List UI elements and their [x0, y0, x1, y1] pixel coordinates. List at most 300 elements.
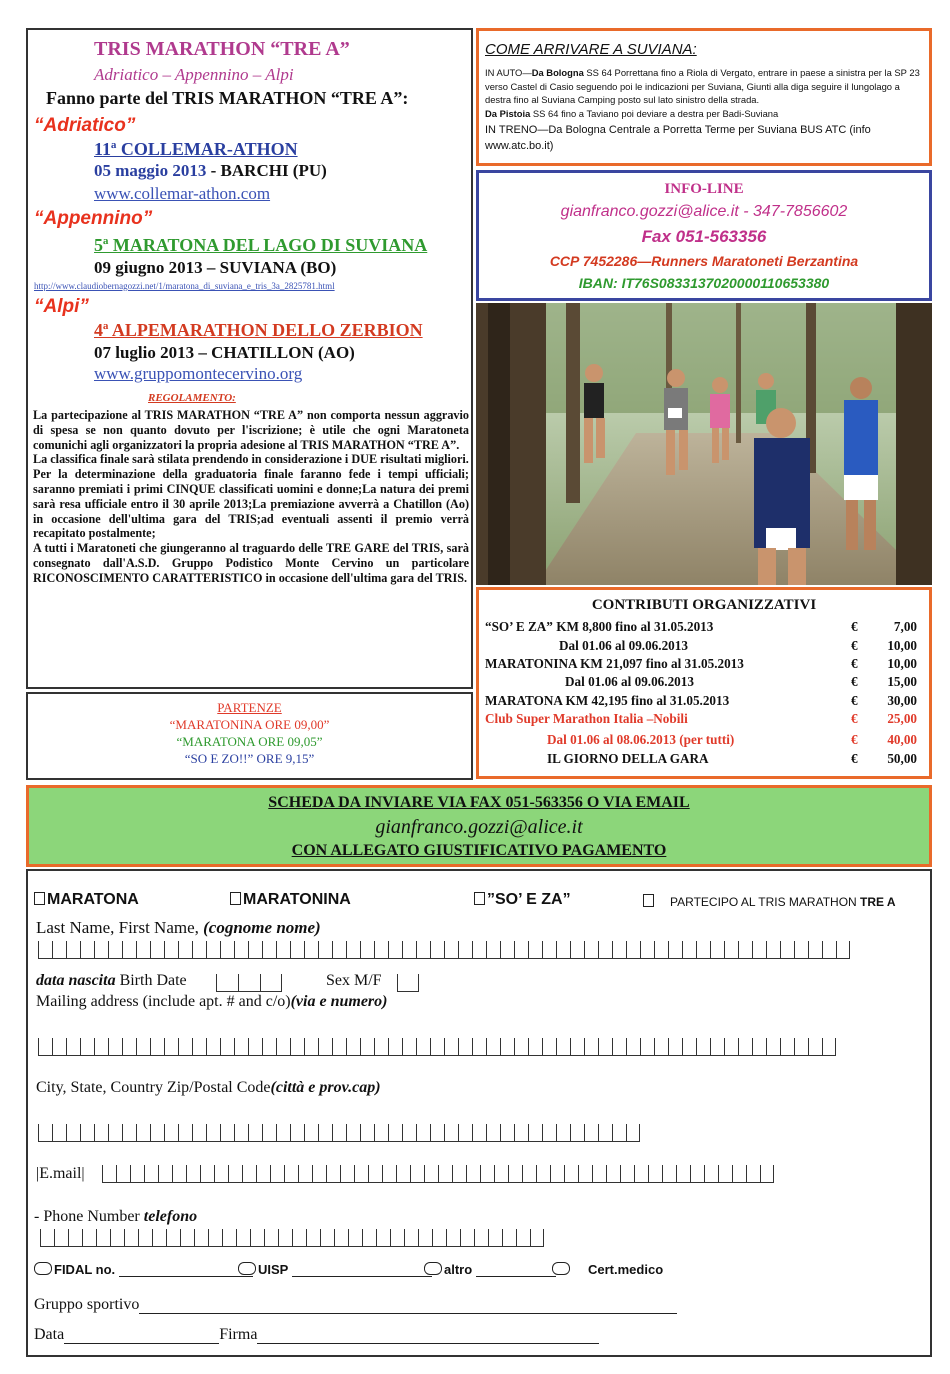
letter-box[interactable]	[397, 974, 419, 992]
letter-box[interactable]	[584, 1038, 598, 1056]
link-collemar[interactable]: www.collemar-athon.com	[94, 184, 271, 203]
letter-box[interactable]	[626, 941, 640, 959]
letter-box[interactable]	[514, 941, 528, 959]
letter-box[interactable]	[500, 1038, 514, 1056]
letter-box[interactable]	[416, 941, 430, 959]
letter-box[interactable]	[556, 941, 570, 959]
letter-box[interactable]	[598, 941, 612, 959]
contributi-title: CONTRIBUTI ORGANIZZATIVI	[591, 597, 817, 613]
letter-box[interactable]	[360, 941, 374, 959]
letter-box[interactable]	[80, 1038, 94, 1056]
letter-box[interactable]	[136, 1124, 150, 1142]
letter-box[interactable]	[276, 1038, 290, 1056]
letter-box[interactable]	[346, 1124, 360, 1142]
letter-box[interactable]	[752, 941, 766, 959]
letter-box[interactable]	[598, 1124, 612, 1142]
letter-box[interactable]	[388, 1124, 402, 1142]
letter-box[interactable]	[654, 941, 668, 959]
letter-box[interactable]	[304, 1124, 318, 1142]
letter-box[interactable]	[150, 1124, 164, 1142]
letter-box[interactable]	[570, 941, 584, 959]
uisp-checkbox[interactable]	[238, 1262, 256, 1275]
letter-box[interactable]	[206, 941, 220, 959]
regolamento-paragraph: La partecipazione al TRIS MARATHON “TRE A” non comporta nessun aggravio di spesa se non quanto dovuto per l'iscrizione; è utile che ogni Maratoneta comunichi agli organizzatori la propria adesione al TRIS MARATHON “TRE A”.	[33, 408, 469, 452]
letter-box[interactable]	[238, 974, 260, 992]
letter-box[interactable]	[612, 941, 626, 959]
letter-box[interactable]	[278, 1229, 292, 1247]
letter-box[interactable]	[136, 1038, 150, 1056]
letter-box[interactable]	[332, 1124, 346, 1142]
letter-box[interactable]	[738, 1038, 752, 1056]
letter-box[interactable]	[738, 941, 752, 959]
letter-box[interactable]	[38, 1038, 52, 1056]
letter-box[interactable]	[746, 1165, 760, 1183]
letter-box[interactable]	[334, 1229, 348, 1247]
letter-box[interactable]	[654, 1038, 668, 1056]
letter-box[interactable]	[780, 941, 794, 959]
letter-box[interactable]	[360, 1038, 374, 1056]
soeza-checkbox[interactable]	[474, 892, 485, 905]
altro-label: altro	[444, 1262, 473, 1277]
letter-box[interactable]	[500, 941, 514, 959]
letter-box[interactable]	[192, 1038, 206, 1056]
letter-box[interactable]	[528, 1038, 542, 1056]
letter-box[interactable]	[704, 1165, 718, 1183]
birth-date-input-boxes[interactable]	[216, 974, 282, 992]
letter-box[interactable]	[472, 941, 486, 959]
letter-box[interactable]	[130, 1165, 144, 1183]
letter-box[interactable]	[220, 1038, 234, 1056]
letter-box[interactable]	[388, 1038, 402, 1056]
letter-box[interactable]	[276, 941, 290, 959]
letter-box[interactable]	[430, 1038, 444, 1056]
pistoia-directions: SS 64 fino a Taviano poi deviare a destra per Badi-Suviana	[530, 107, 779, 119]
letter-box[interactable]	[418, 1229, 432, 1247]
letter-box[interactable]	[542, 1038, 556, 1056]
registration-form	[26, 869, 932, 1357]
email-label: |E.mail|	[36, 1165, 85, 1182]
letter-box[interactable]	[192, 1124, 206, 1142]
letter-box[interactable]	[298, 1165, 312, 1183]
letter-box[interactable]	[40, 1229, 54, 1247]
letter-box[interactable]	[402, 941, 416, 959]
name-label	[36, 918, 321, 938]
letter-box[interactable]	[612, 1124, 626, 1142]
letter-box[interactable]	[222, 1229, 236, 1247]
letter-box[interactable]	[346, 941, 360, 959]
letter-box[interactable]	[290, 941, 304, 959]
letter-box[interactable]	[390, 1229, 404, 1247]
come-arrivare-box	[476, 28, 932, 166]
letter-box[interactable]	[122, 941, 136, 959]
letter-box[interactable]	[332, 1038, 346, 1056]
letter-box[interactable]	[208, 1229, 222, 1247]
fidal-number-line[interactable]	[119, 1263, 253, 1277]
letter-box[interactable]	[486, 1124, 500, 1142]
letter-box[interactable]	[472, 1038, 486, 1056]
sex-input-box[interactable]	[397, 974, 419, 992]
letter-box[interactable]	[318, 1038, 332, 1056]
letter-box[interactable]	[292, 1229, 306, 1247]
option-maratona-label: MARATONA	[47, 891, 139, 908]
letter-box[interactable]	[648, 1165, 662, 1183]
letter-box[interactable]	[332, 941, 346, 959]
letter-box[interactable]	[66, 1038, 80, 1056]
letter-box[interactable]	[766, 941, 780, 959]
fidal-field[interactable]	[34, 1262, 253, 1277]
letter-box[interactable]	[640, 941, 654, 959]
come-arrivare-title: COME ARRIVARE A SUVIANA:	[485, 41, 697, 58]
letter-box[interactable]	[276, 1124, 290, 1142]
letter-box[interactable]	[822, 1038, 836, 1056]
info-email-phone[interactable]: gianfranco.gozzi@alice.it - 347-7856602	[560, 203, 848, 220]
letter-box[interactable]	[836, 941, 850, 959]
letter-box[interactable]	[82, 1229, 96, 1247]
letter-box[interactable]	[410, 1165, 424, 1183]
letter-box[interactable]	[152, 1229, 166, 1247]
letter-box[interactable]	[360, 1124, 374, 1142]
letter-box[interactable]	[494, 1165, 508, 1183]
contributi-row	[479, 619, 929, 638]
letter-box[interactable]	[228, 1165, 242, 1183]
letter-box[interactable]	[110, 1229, 124, 1247]
letter-box[interactable]	[376, 1229, 390, 1247]
letter-box[interactable]	[766, 1038, 780, 1056]
cert-field[interactable]	[552, 1262, 663, 1277]
letter-box[interactable]	[724, 941, 738, 959]
letter-box[interactable]	[66, 941, 80, 959]
letter-box[interactable]	[164, 941, 178, 959]
letter-box[interactable]	[374, 1124, 388, 1142]
letter-box[interactable]	[122, 1124, 136, 1142]
letter-box[interactable]	[530, 1229, 544, 1247]
letter-box[interactable]	[38, 941, 52, 959]
letter-box[interactable]	[262, 941, 276, 959]
letter-box[interactable]	[584, 1124, 598, 1142]
letter-box[interactable]	[752, 1038, 766, 1056]
letter-box[interactable]	[216, 974, 238, 992]
letter-box[interactable]	[424, 1165, 438, 1183]
letter-box[interactable]	[108, 1038, 122, 1056]
letter-box[interactable]	[172, 1165, 186, 1183]
letter-box[interactable]	[522, 1165, 536, 1183]
letter-box[interactable]	[626, 1124, 640, 1142]
letter-box[interactable]	[446, 1229, 460, 1247]
letter-box[interactable]	[696, 941, 710, 959]
letter-box[interactable]	[458, 941, 472, 959]
letter-box[interactable]	[80, 1124, 94, 1142]
letter-box[interactable]	[54, 1229, 68, 1247]
letter-box[interactable]	[732, 1165, 746, 1183]
letter-box[interactable]	[206, 1124, 220, 1142]
letter-box[interactable]	[578, 1165, 592, 1183]
email-input-boxes[interactable]	[102, 1165, 774, 1183]
letter-box[interactable]	[312, 1165, 326, 1183]
letter-box[interactable]	[150, 941, 164, 959]
letter-box[interactable]	[108, 941, 122, 959]
letter-box[interactable]	[124, 1229, 138, 1247]
letter-box[interactable]	[472, 1124, 486, 1142]
letter-box[interactable]	[528, 1124, 542, 1142]
letter-box[interactable]	[606, 1165, 620, 1183]
letter-box[interactable]	[354, 1165, 368, 1183]
letter-box[interactable]	[444, 941, 458, 959]
letter-box[interactable]	[794, 941, 808, 959]
letter-box[interactable]	[200, 1165, 214, 1183]
letter-box[interactable]	[186, 1165, 200, 1183]
letter-box[interactable]	[348, 1229, 362, 1247]
letter-box[interactable]	[676, 1165, 690, 1183]
letter-box[interactable]	[432, 1229, 446, 1247]
letter-box[interactable]	[304, 1038, 318, 1056]
letter-box[interactable]	[514, 1038, 528, 1056]
letter-box[interactable]	[150, 1038, 164, 1056]
letter-box[interactable]	[458, 1038, 472, 1056]
letter-box[interactable]	[584, 941, 598, 959]
letter-box[interactable]	[194, 1229, 208, 1247]
letter-box[interactable]	[808, 1038, 822, 1056]
letter-box[interactable]	[166, 1229, 180, 1247]
letter-box[interactable]	[570, 1124, 584, 1142]
letter-box[interactable]	[416, 1038, 430, 1056]
letter-box[interactable]	[466, 1165, 480, 1183]
letter-box[interactable]	[438, 1165, 452, 1183]
letter-box[interactable]	[822, 941, 836, 959]
letter-box[interactable]	[236, 1229, 250, 1247]
tris-checkbox[interactable]	[643, 894, 654, 907]
letter-box[interactable]	[242, 1165, 256, 1183]
letter-box[interactable]	[262, 1124, 276, 1142]
letter-box[interactable]	[248, 941, 262, 959]
city-label-en: City, State, Country Zip/Postal Code	[36, 1079, 271, 1096]
letter-box[interactable]	[536, 1165, 550, 1183]
altro-line[interactable]	[476, 1263, 556, 1277]
letter-box[interactable]	[262, 1038, 276, 1056]
address-input-boxes[interactable]	[38, 1038, 836, 1056]
letter-box[interactable]	[180, 1229, 194, 1247]
letter-box[interactable]	[402, 1124, 416, 1142]
letter-box[interactable]	[592, 1165, 606, 1183]
letter-box[interactable]	[234, 1038, 248, 1056]
letter-box[interactable]	[270, 1165, 284, 1183]
letter-box[interactable]	[136, 941, 150, 959]
letter-box[interactable]	[508, 1165, 522, 1183]
letter-box[interactable]	[444, 1124, 458, 1142]
letter-box[interactable]	[794, 1038, 808, 1056]
letter-box[interactable]	[486, 941, 500, 959]
letter-box[interactable]	[556, 1038, 570, 1056]
letter-box[interactable]	[158, 1165, 172, 1183]
letter-box[interactable]	[620, 1165, 634, 1183]
letter-box[interactable]	[304, 941, 318, 959]
letter-box[interactable]	[612, 1038, 626, 1056]
letter-box[interactable]	[116, 1165, 130, 1183]
letter-box[interactable]	[626, 1038, 640, 1056]
letter-box[interactable]	[250, 1229, 264, 1247]
letter-box[interactable]	[710, 941, 724, 959]
letter-box[interactable]	[634, 1165, 648, 1183]
fidal-checkbox[interactable]	[34, 1262, 52, 1275]
letter-box[interactable]	[346, 1038, 360, 1056]
firma-line[interactable]	[257, 1330, 599, 1344]
letter-box[interactable]	[94, 1124, 108, 1142]
letter-box[interactable]	[38, 1124, 52, 1142]
letter-box[interactable]	[178, 941, 192, 959]
name-input-boxes[interactable]	[38, 941, 850, 959]
letter-box[interactable]	[234, 941, 248, 959]
letter-box[interactable]	[696, 1038, 710, 1056]
letter-box[interactable]	[668, 941, 682, 959]
uisp-label: UISP	[258, 1262, 289, 1277]
letter-box[interactable]	[248, 1124, 262, 1142]
cert-label: Cert.medico	[588, 1262, 664, 1277]
letter-box[interactable]	[256, 1165, 270, 1183]
letter-box[interactable]	[220, 1124, 234, 1142]
letter-box[interactable]	[80, 941, 94, 959]
letter-box[interactable]	[458, 1124, 472, 1142]
letter-box[interactable]	[318, 1124, 332, 1142]
letter-box[interactable]	[396, 1165, 410, 1183]
letter-box[interactable]	[760, 1165, 774, 1183]
letter-box[interactable]	[488, 1229, 502, 1247]
letter-box[interactable]	[382, 1165, 396, 1183]
letter-box[interactable]	[108, 1124, 122, 1142]
letter-box[interactable]	[52, 1038, 66, 1056]
letter-box[interactable]	[144, 1165, 158, 1183]
letter-box[interactable]	[318, 941, 332, 959]
option-maratonina[interactable]	[230, 891, 351, 909]
letter-box[interactable]	[502, 1229, 516, 1247]
letter-box[interactable]	[388, 941, 402, 959]
uisp-number-line[interactable]	[292, 1263, 432, 1277]
letter-box[interactable]	[122, 1038, 136, 1056]
letter-box[interactable]	[178, 1124, 192, 1142]
letter-box[interactable]	[682, 1038, 696, 1056]
letter-box[interactable]	[164, 1124, 178, 1142]
letter-box[interactable]	[164, 1038, 178, 1056]
maratona-checkbox[interactable]	[34, 892, 45, 905]
letter-box[interactable]	[306, 1229, 320, 1247]
letter-box[interactable]	[452, 1165, 466, 1183]
letter-box[interactable]	[66, 1124, 80, 1142]
letter-box[interactable]	[96, 1229, 110, 1247]
letter-box[interactable]	[662, 1165, 676, 1183]
cert-checkbox[interactable]	[552, 1262, 570, 1275]
letter-box[interactable]	[556, 1124, 570, 1142]
letter-box[interactable]	[94, 1038, 108, 1056]
letter-box[interactable]	[52, 941, 66, 959]
letter-box[interactable]	[416, 1124, 430, 1142]
letter-box[interactable]	[474, 1229, 488, 1247]
letter-box[interactable]	[724, 1038, 738, 1056]
letter-box[interactable]	[480, 1165, 494, 1183]
letter-box[interactable]	[690, 1165, 704, 1183]
uisp-field[interactable]	[238, 1262, 432, 1277]
letter-box[interactable]	[320, 1229, 334, 1247]
partenze-soeza: “SO E ZO!!” ORE 9,15”	[184, 751, 315, 766]
letter-box[interactable]	[402, 1038, 416, 1056]
letter-box[interactable]	[264, 1229, 278, 1247]
letter-box[interactable]	[808, 941, 822, 959]
letter-box[interactable]	[682, 941, 696, 959]
scheda-line-fax: SCHEDA DA INVIARE VIA FAX 051-563356 O VIA EMAIL	[268, 794, 690, 811]
option-maratona[interactable]	[34, 891, 139, 909]
letter-box[interactable]	[668, 1038, 682, 1056]
letter-box[interactable]	[138, 1229, 152, 1247]
gruppo-line[interactable]	[139, 1300, 677, 1314]
letter-box[interactable]	[52, 1124, 66, 1142]
option-soeza[interactable]	[474, 891, 571, 909]
letter-box[interactable]	[102, 1165, 116, 1183]
letter-box[interactable]	[220, 941, 234, 959]
letter-box[interactable]	[404, 1229, 418, 1247]
link-suviana[interactable]: http://www.claudiobernagozzi.net/1/maratona_di_suviana_e_tris_3a_2825781.html	[34, 281, 335, 291]
option-tris-label: PARTECIPO AL TRIS MARATHON	[670, 895, 861, 909]
letter-box[interactable]	[430, 941, 444, 959]
letter-box[interactable]	[780, 1038, 794, 1056]
letter-box[interactable]	[374, 1038, 388, 1056]
letter-box[interactable]	[598, 1038, 612, 1056]
letter-box[interactable]	[214, 1165, 228, 1183]
letter-box[interactable]	[192, 941, 206, 959]
letter-box[interactable]	[290, 1124, 304, 1142]
letter-box[interactable]	[640, 1038, 654, 1056]
city-input-boxes[interactable]	[38, 1124, 640, 1142]
letter-box[interactable]	[460, 1229, 474, 1247]
scheda-email[interactable]: gianfranco.gozzi@alice.it	[375, 816, 583, 838]
letter-box[interactable]	[362, 1229, 376, 1247]
letter-box[interactable]	[542, 941, 556, 959]
letter-box[interactable]	[368, 1165, 382, 1183]
letter-box[interactable]	[234, 1124, 248, 1142]
letter-box[interactable]	[500, 1124, 514, 1142]
letter-box[interactable]	[528, 941, 542, 959]
letter-box[interactable]	[570, 1038, 584, 1056]
letter-box[interactable]	[284, 1165, 298, 1183]
letter-box[interactable]	[248, 1038, 262, 1056]
city-label-it: (città e prov.cap)	[270, 1079, 381, 1096]
letter-box[interactable]	[430, 1124, 444, 1142]
altro-field[interactable]	[424, 1262, 556, 1277]
letter-box[interactable]	[260, 974, 282, 992]
letter-box[interactable]	[94, 941, 108, 959]
link-zerbion[interactable]: www.gruppomontecervino.org	[94, 364, 303, 383]
letter-box[interactable]	[486, 1038, 500, 1056]
maratonina-checkbox[interactable]	[230, 892, 241, 905]
letter-box[interactable]	[326, 1165, 340, 1183]
letter-box[interactable]	[718, 1165, 732, 1183]
letter-box[interactable]	[710, 1038, 724, 1056]
letter-box[interactable]	[178, 1038, 192, 1056]
data-line[interactable]	[64, 1330, 219, 1344]
letter-box[interactable]	[340, 1165, 354, 1183]
option-tris[interactable]	[643, 894, 896, 909]
letter-box[interactable]	[68, 1229, 82, 1247]
letter-box[interactable]	[374, 941, 388, 959]
altro-checkbox[interactable]	[424, 1262, 442, 1275]
letter-box[interactable]	[564, 1165, 578, 1183]
letter-box[interactable]	[542, 1124, 556, 1142]
letter-box[interactable]	[444, 1038, 458, 1056]
phone-input-boxes[interactable]	[40, 1229, 544, 1247]
letter-box[interactable]	[206, 1038, 220, 1056]
letter-box[interactable]	[550, 1165, 564, 1183]
letter-box[interactable]	[290, 1038, 304, 1056]
letter-box[interactable]	[516, 1229, 530, 1247]
gruppo-field[interactable]	[34, 1296, 677, 1314]
letter-box[interactable]	[514, 1124, 528, 1142]
contributi-row	[479, 751, 929, 770]
